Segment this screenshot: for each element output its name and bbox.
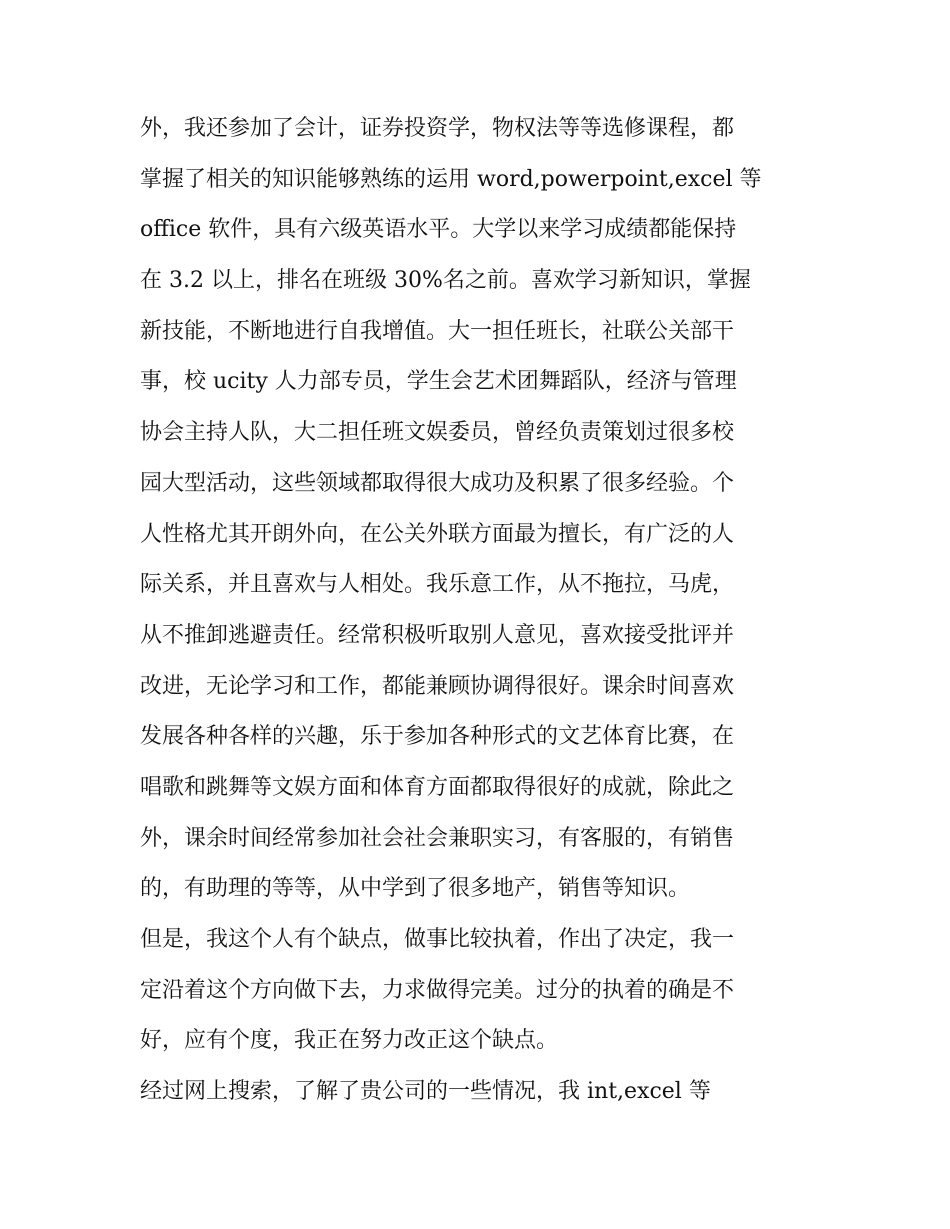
text-line: 但是，我这个人有个缺点，做事比较执着，作出了决定，我一 [140,927,735,952]
text-line: 定沿着这个方向做下去，力求做得完美。过分的执着的确是不 [140,977,735,1003]
text-line: 事，校 ucity 人力部专员，学生会艺术团舞蹈队，经济与管理 [140,369,737,395]
text-line: 的，有助理的等等，从中学到了很多地产，销售等知识。 [140,876,691,902]
text-line: 协会主持人队，大二担任班文娱委员，曾经负责策划过很多校 [140,420,735,446]
text-line: 在 3.2 以上，排名在班级 30%名之前。喜欢学习新知识，掌握 [140,268,751,294]
text-line: 唱歌和跳舞等文娱方面和体育方面都取得很好的成就，除此之 [140,774,735,800]
text-line: 外，我还参加了会计，证券投资学，物权法等等选修课程，都 [140,116,735,141]
text-line: 新技能，不断地进行自我增值。大一担任班长，社联公关部干 [140,318,735,344]
text-line: 改进，无论学习和工作，都能兼顾协调得很好。课余时间喜欢 [140,673,735,699]
text-line: 园大型活动，这些领域都取得很大成功及积累了很多经验。个 [140,470,735,496]
text-line: 好，应有个度，我正在努力改正这个缺点。 [140,1028,559,1054]
text-line: 际关系，并且喜欢与人相处。我乐意工作，从不拖拉，马虎， [140,572,735,598]
text-line: 发展各种各样的兴趣，乐于参加各种形式的文艺体育比赛，在 [140,724,735,750]
text-line: 外，课余时间经常参加社会社会兼职实习，有客服的，有销售 [140,825,735,851]
text-line: 人性格尤其开朗外向，在公关外联方面最为擅长，有广泛的人 [140,521,735,547]
text-line: 掌握了相关的知识能够熟练的运用 word,powerpoint,excel 等 [140,166,762,192]
text-line: office 软件，具有六级英语水平。大学以来学习成绩都能保持 [140,217,737,243]
text-line: 从不推卸逃避责任。经常积极听取别人意见，喜欢接受批评并 [140,622,735,648]
body-text [140,104,815,1118]
text-line: 经过网上搜索，了解了贵公司的一些情况，我 int,excel 等 [140,1079,711,1105]
